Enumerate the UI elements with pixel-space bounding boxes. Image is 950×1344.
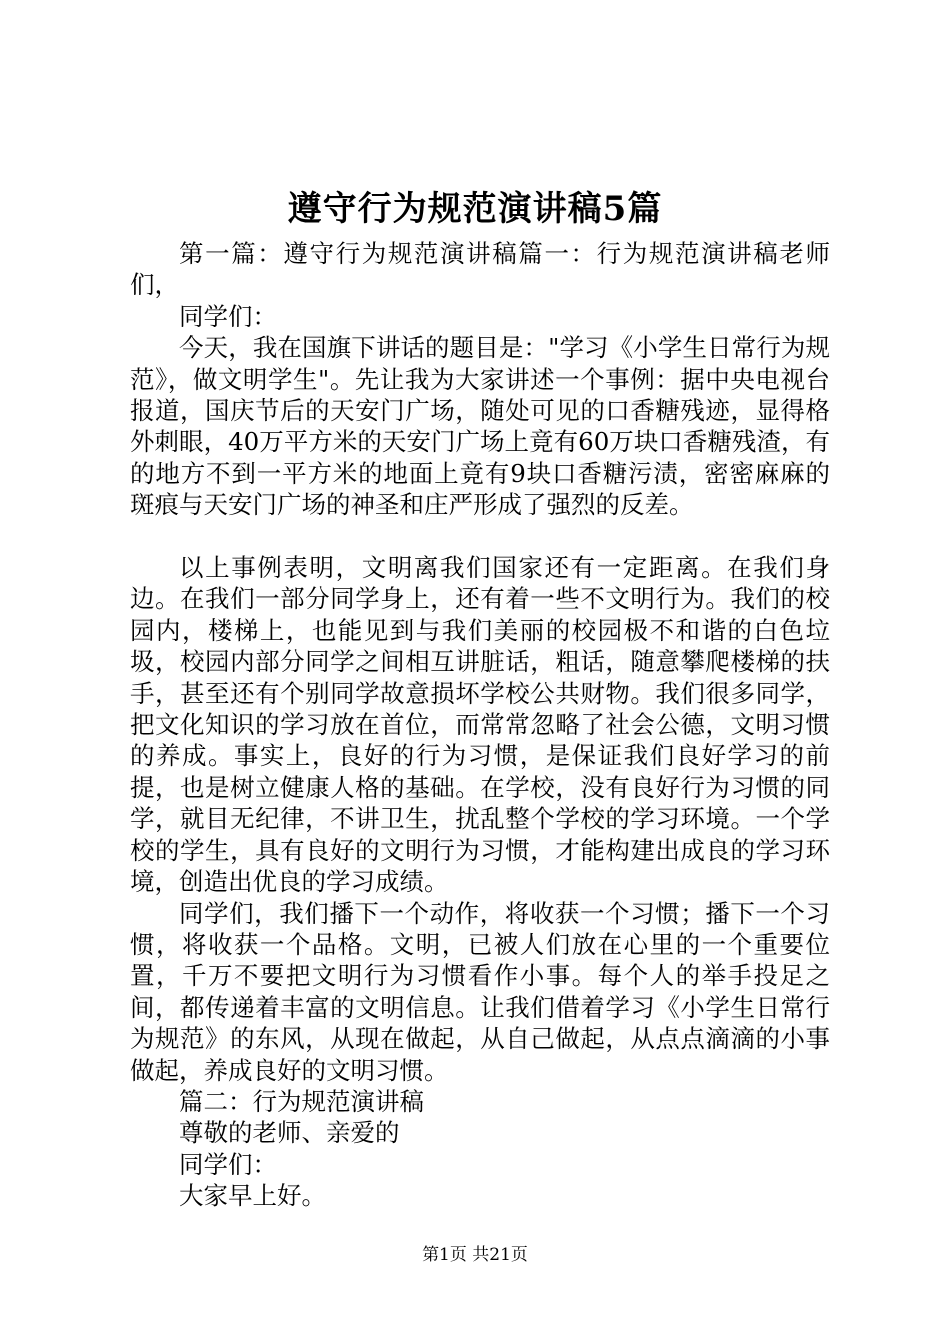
section-heading-part-two: 篇二：行为规范演讲稿 bbox=[179, 1086, 424, 1116]
paragraph-example: 今天，我在国旗下讲话的题目是："学习《小学生日常行为规范》，做文明学生"。先让我为大家讲述一个事例：据中央电视台报道，国庆节后的天安门广场，随处可见的口香糖残迹，显得格外刺眼，40万平方米的天安门广场上竟有60万块口香糖残渣，有的地方不到一平方米的地面上竟有9块口香糖污渍，密密麻麻的斑痕与天安门广场的神圣和庄严形成了强烈的反差。 bbox=[130, 333, 830, 520]
document-title: 遵守行为规范演讲稿5篇 bbox=[287, 189, 663, 229]
page-number: 第1页 共21页 bbox=[422, 1245, 528, 1265]
paragraph-call-to-action: 同学们，我们播下一个动作，将收获一个习惯；播下一个习惯，将收获一个品格。文明，已被人们放在心里的一个重要位置，千万不要把文明行为习惯看作小事。每个人的举手投足之间，都传递着丰富的文明信息。让我们借着学习《小学生日常行为规范》的东风，从现在做起，从自己做起，从点点滴滴的小事做起，养成良好的文明习惯。 bbox=[130, 898, 830, 1085]
paragraph-greeting: 同学们： bbox=[179, 301, 277, 331]
paragraph-intro: 第一篇：遵守行为规范演讲稿篇一：行为规范演讲稿老师们， bbox=[130, 239, 830, 300]
paragraph-good-morning: 大家早上好。 bbox=[179, 1181, 326, 1211]
paragraph-spacer bbox=[130, 521, 830, 552]
paragraph-greeting-2: 同学们： bbox=[179, 1149, 277, 1179]
document-body bbox=[130, 238, 830, 1212]
paragraph-salutation: 尊敬的老师、亲爱的 bbox=[179, 1118, 400, 1148]
paragraph-analysis: 以上事例表明，文明离我们国家还有一定距离。在我们身边。在我们一部分同学身上，还有着一些不文明行为。我们的校园内，楼梯上，也能见到与我们美丽的校园极不和谐的白色垃圾，校园内部分同学之间相互讲脏话，粗话，随意攀爬楼梯的扶手，甚至还有个别同学故意损坏学校公共财物。我们很多同学，把文化知识的学习放在首位，而常常忽略了社会公德，文明习惯的养成。事实上，良好的行为习惯，是保证我们良好学习的前提，也是树立健康人格的基础。在学校，没有良好行为习惯的同学，就目无纪律，不讲卫生，扰乱整个学校的学习环境。一个学校的学生，具有良好的文明行为习惯，才能构建出成良的学习环境，创造出优良的学习成绩。 bbox=[130, 553, 830, 897]
